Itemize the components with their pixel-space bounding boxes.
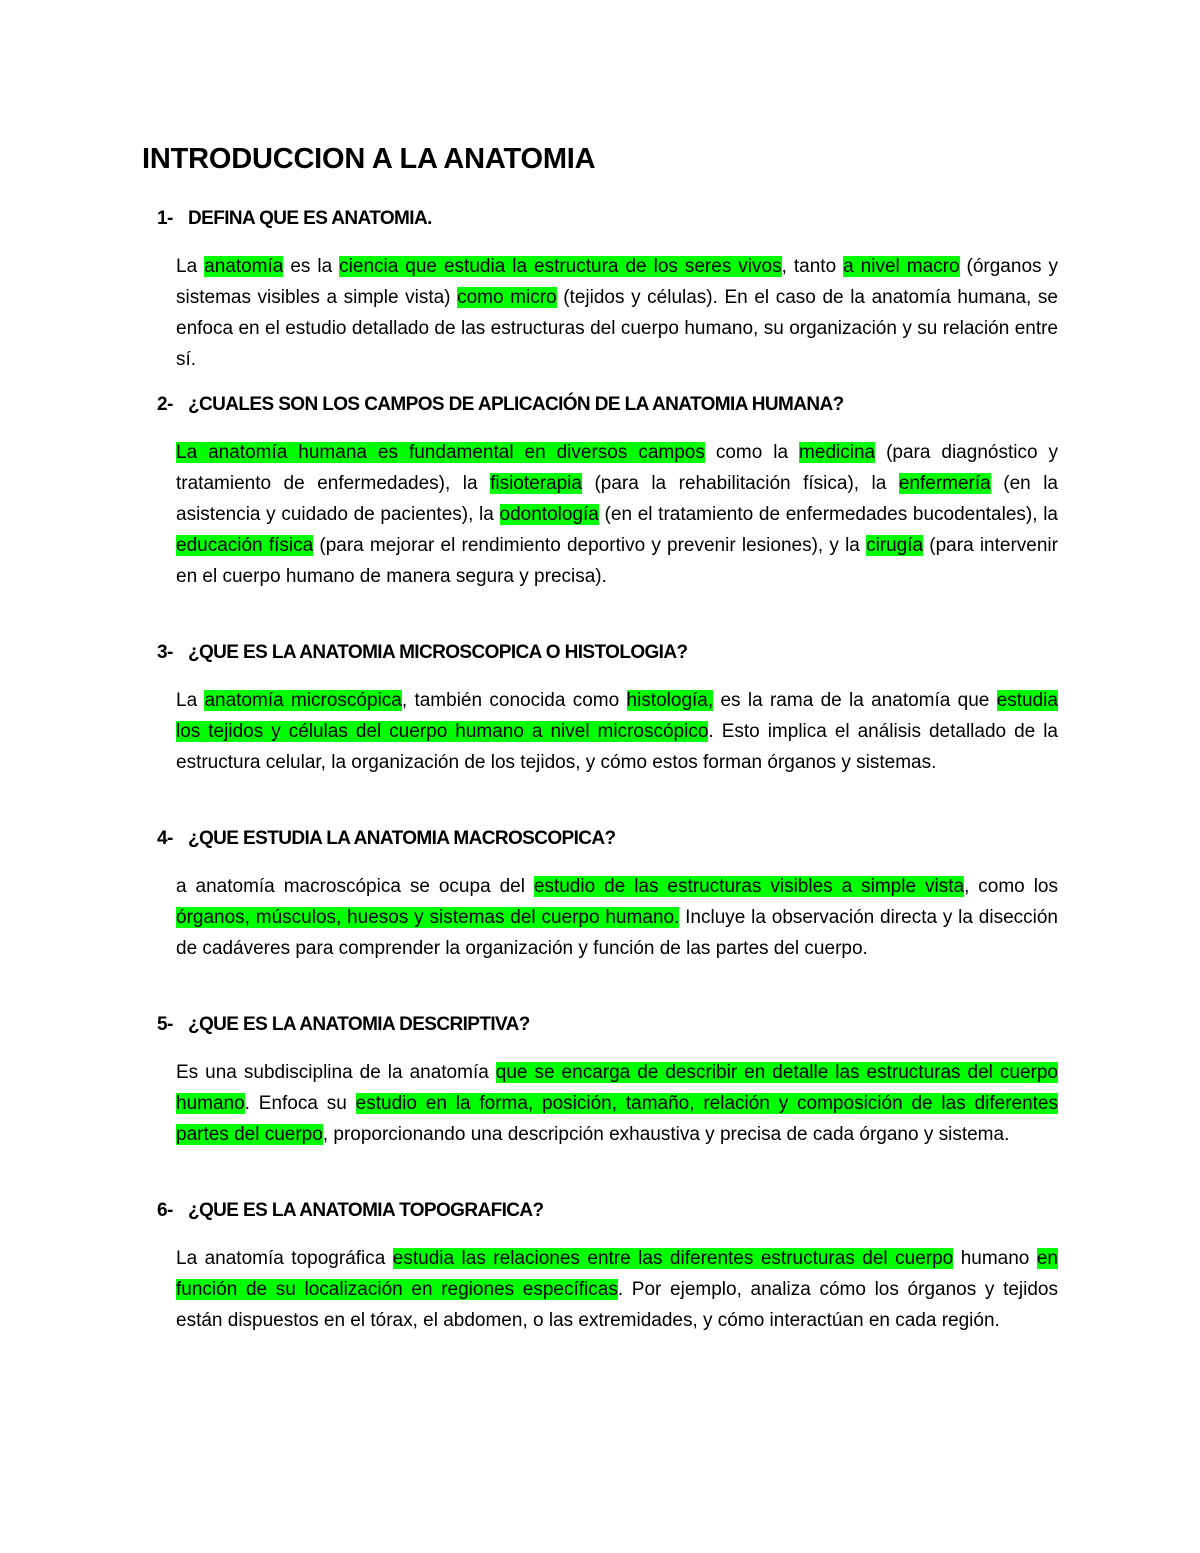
highlighted-text: órganos, músculos, huesos y sistemas del cuerpo humano. (176, 907, 680, 928)
answer-text: , como los (964, 876, 1058, 897)
highlighted-text: enfermería (898, 473, 991, 494)
answer-text: (órganos y sistemas visibles a simple vista) (176, 256, 1058, 308)
answer-paragraph-3 (176, 685, 1058, 778)
answer-text: La anatomía topográfica (176, 1248, 393, 1269)
answer-text: (en el tratamiento de enfermedades bucodentales), la (598, 504, 1058, 525)
question-number: 3- (157, 642, 173, 663)
question-heading-1 (157, 208, 1057, 230)
highlighted-text: estudio de las estructuras visibles a simple vista (533, 876, 965, 897)
question-text: ¿QUE ES LA ANATOMIA DESCRIPTIVA? (188, 1014, 530, 1035)
highlighted-text: estudia las relaciones entre las diferentes estructuras del cuerpo (392, 1248, 954, 1269)
answer-text: , tanto (781, 256, 844, 277)
highlighted-text: en función de su localización en regiones específicas (176, 1248, 1058, 1300)
highlighted-text: a nivel macro (843, 256, 960, 277)
question-heading-6 (157, 1200, 1057, 1222)
answer-text: , proporcionando una descripción exhaustiva y precisa de cada órgano y sistema. (322, 1124, 1010, 1145)
highlighted-text: medicina (799, 442, 876, 463)
answer-text: a anatomía macroscópica se ocupa del (176, 876, 534, 897)
answer-text: . Por ejemplo, analiza cómo los órganos y tejidos están dispuestos en el tórax, el abdomen, o las extremidades, y cómo interactúan en cada región. (176, 1279, 1058, 1331)
question-number: 4- (157, 828, 173, 849)
answer-text: (para intervenir en el cuerpo humano de manera segura y precisa). (176, 535, 1058, 587)
question-number: 2- (157, 394, 173, 415)
answer-paragraph-1 (176, 251, 1058, 375)
answer-text: La (176, 690, 205, 711)
highlighted-text: educación física (176, 535, 314, 556)
question-number: 6- (157, 1200, 173, 1221)
highlighted-text: anatomía microscópica (204, 690, 402, 711)
question-heading-5 (157, 1014, 1057, 1036)
question-text: ¿QUE ES LA ANATOMIA TOPOGRAFICA? (188, 1200, 544, 1221)
answer-text: . Esto implica el análisis detallado de la estructura celular, la organización de los tejidos, y cómo estos forman órganos y sistemas. (176, 721, 1058, 773)
answer-paragraph-4 (176, 871, 1058, 964)
highlighted-text: fisioterapia (490, 473, 582, 494)
answer-text: Incluye la observación directa y la disección de cadáveres para comprender la organización y función de las partes del cuerpo. (176, 907, 1058, 959)
answer-text: La (176, 256, 205, 277)
answer-text: humano (953, 1248, 1037, 1269)
answer-text: (para mejorar el rendimiento deportivo y prevenir lesiones), y la (313, 535, 867, 556)
answer-text: , también conocida como (401, 690, 627, 711)
highlighted-text: cirugía (866, 535, 924, 556)
answer-text: es la rama de la anatomía que (713, 690, 997, 711)
question-number: 1- (157, 208, 173, 229)
answer-paragraph-6 (176, 1243, 1058, 1336)
answer-text: como la (704, 442, 800, 463)
highlighted-text: histología, (626, 690, 714, 711)
answer-text: Es una subdisciplina de la anatomía (176, 1062, 496, 1083)
highlighted-text: odontología (499, 504, 599, 525)
answer-text: . Enfoca su (244, 1093, 356, 1114)
highlighted-text: como micro (457, 287, 557, 308)
question-text: ¿QUE ES LA ANATOMIA MICROSCOPICA O HISTOLOGIA? (188, 642, 688, 663)
answer-text: (tejidos y células). En el caso de la anatomía humana, se enfoca en el estudio detallado de las estructuras del cuerpo humano, su organización y su relación entre sí. (176, 287, 1058, 370)
highlighted-text: anatomía (204, 256, 284, 277)
question-text: ¿QUE ESTUDIA LA ANATOMIA MACROSCOPICA? (188, 828, 616, 849)
highlighted-text: que se encarga de describir en detalle las estructuras del cuerpo humano (176, 1062, 1058, 1114)
question-text: DEFINA QUE ES ANATOMIA. (188, 208, 432, 229)
answer-text: es la (283, 256, 340, 277)
question-heading-2 (157, 394, 1057, 416)
question-heading-4 (157, 828, 1057, 850)
question-text: ¿CUALES SON LOS CAMPOS DE APLICACIÓN DE LA ANATOMIA HUMANA? (188, 394, 844, 415)
question-heading-3 (157, 642, 1057, 664)
answer-text: (en la asistencia y cuidado de pacientes), la (176, 473, 1058, 525)
answer-paragraph-2 (176, 437, 1058, 592)
highlighted-text: estudia los tejidos y células del cuerpo humano a nivel microscópico (176, 690, 1058, 742)
answer-text: (para la rehabilitación física), la (581, 473, 899, 494)
highlighted-text: ciencia que estudia la estructura de los seres vivos (339, 256, 782, 277)
question-number: 5- (157, 1014, 173, 1035)
highlighted-text: estudio en la forma, posición, tamaño, relación y composición de las diferentes partes del cuerpo (176, 1093, 1058, 1145)
answer-paragraph-5 (176, 1057, 1058, 1150)
answer-text: (para diagnóstico y tratamiento de enfermedades), la (176, 442, 1058, 494)
document-title: INTRODUCCION A LA ANATOMIA (142, 143, 596, 175)
highlighted-text: La anatomía humana es fundamental en diversos campos (176, 442, 705, 463)
